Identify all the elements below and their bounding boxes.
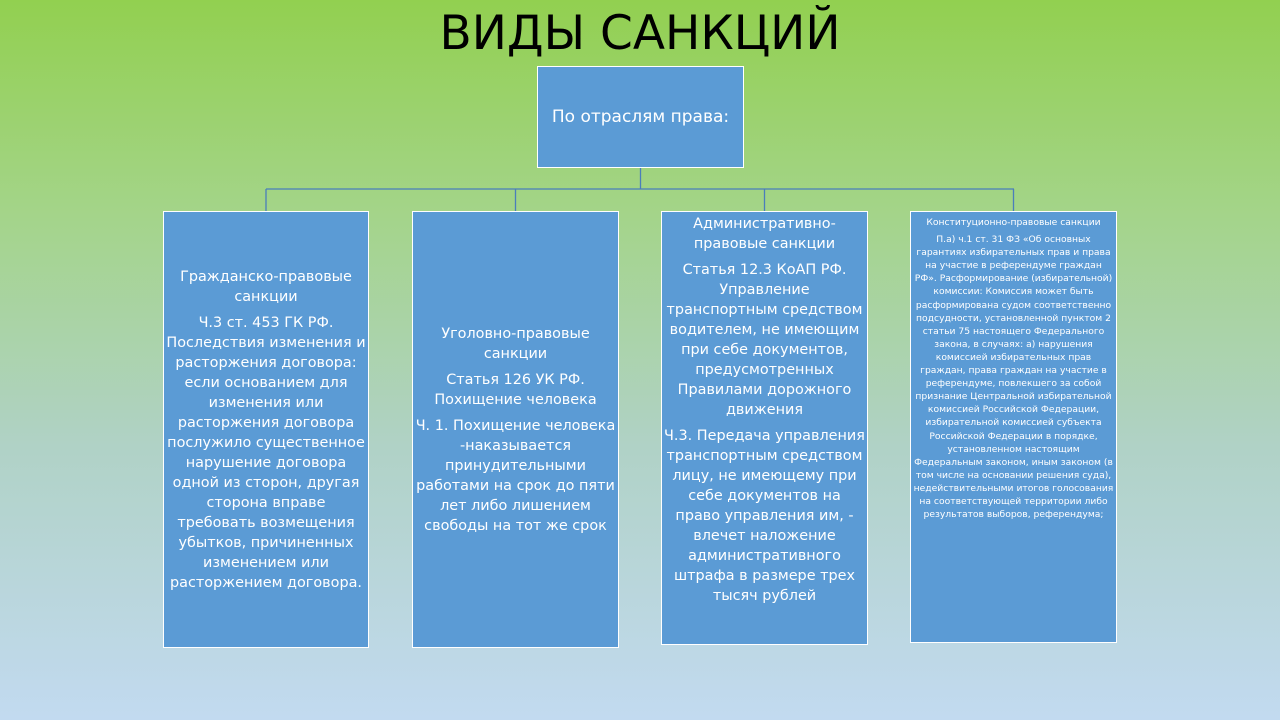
criminal-sanctions-node [412,211,619,648]
civil-sanctions-node [163,211,369,648]
administrative-sanctions-heading: Административно-правовые санкции [693,216,836,252]
criminal-sanctions-body: Статья 126 УК РФ. Похищение человека [434,371,597,408]
constitutional-sanctions-node [910,211,1117,643]
root-node [537,66,744,168]
administrative-sanctions-node [661,211,868,645]
constitutional-sanctions-body: П.а) ч.1 ст. 31 ФЗ «Об основных гарантиях избирательных прав и права на участие в референдуме граждан РФ». Расформирование (избирательной) комиссии: Комиссия может быть расформирована судом соответственно подсудности, установленной пунктом 2 статьи 75 настоящего Федерального закона, в случаях: а) нарушения комиссией избирательных прав граждан, права граждан на участие в референдуме, повлекшего за собой признание Центральной избирательной комиссией Российской Федерации, избирательной комиссией субъекта Российской Федерации в порядке, установленном настоящим Федеральным законом, иным законом (в том числе на основании решения суда), недействительными итогов голосования на соответствующей территории либо результатов выборов, референдума; [913,234,1114,521]
criminal-sanctions-body-2: Ч. 1. Похищение человека -наказывается принудительными работами на срок до пяти лет либо лишением свободы на тот же срок [415,417,616,534]
administrative-sanctions-body: Статья 12.3 КоАП РФ. Управление транспортным средством водителем, не имеющим при себе документов, предусмотренных Правилами дорожного движения [666,262,863,418]
criminal-sanctions-heading: Уголовно-правовые санкции [441,325,590,362]
page-title: ВИДЫ САНКЦИЙ [439,6,841,61]
civil-sanctions-heading: Гражданско-правовые санкции [180,268,352,305]
administrative-sanctions-body-2: Ч.3. Передача управления транспортным средством лицу, не имеющему при себе документов на право управления им, - влечет наложение административного штрафа в размере трех тысяч рублей [664,428,865,604]
civil-sanctions-body: Ч.3 ст. 453 ГК РФ. Последствия изменения и расторжения договора: если основанием для изменения или расторжения договора послужило существенное нарушение договора одной из сторон, другая сторона вправе требовать возмещения убытков, причиненных изменением или расторжением договора. [166,314,366,591]
constitutional-sanctions-heading: Конституционно-правовые санкции [926,217,1101,228]
root-label: По отраслям права: [551,107,730,127]
